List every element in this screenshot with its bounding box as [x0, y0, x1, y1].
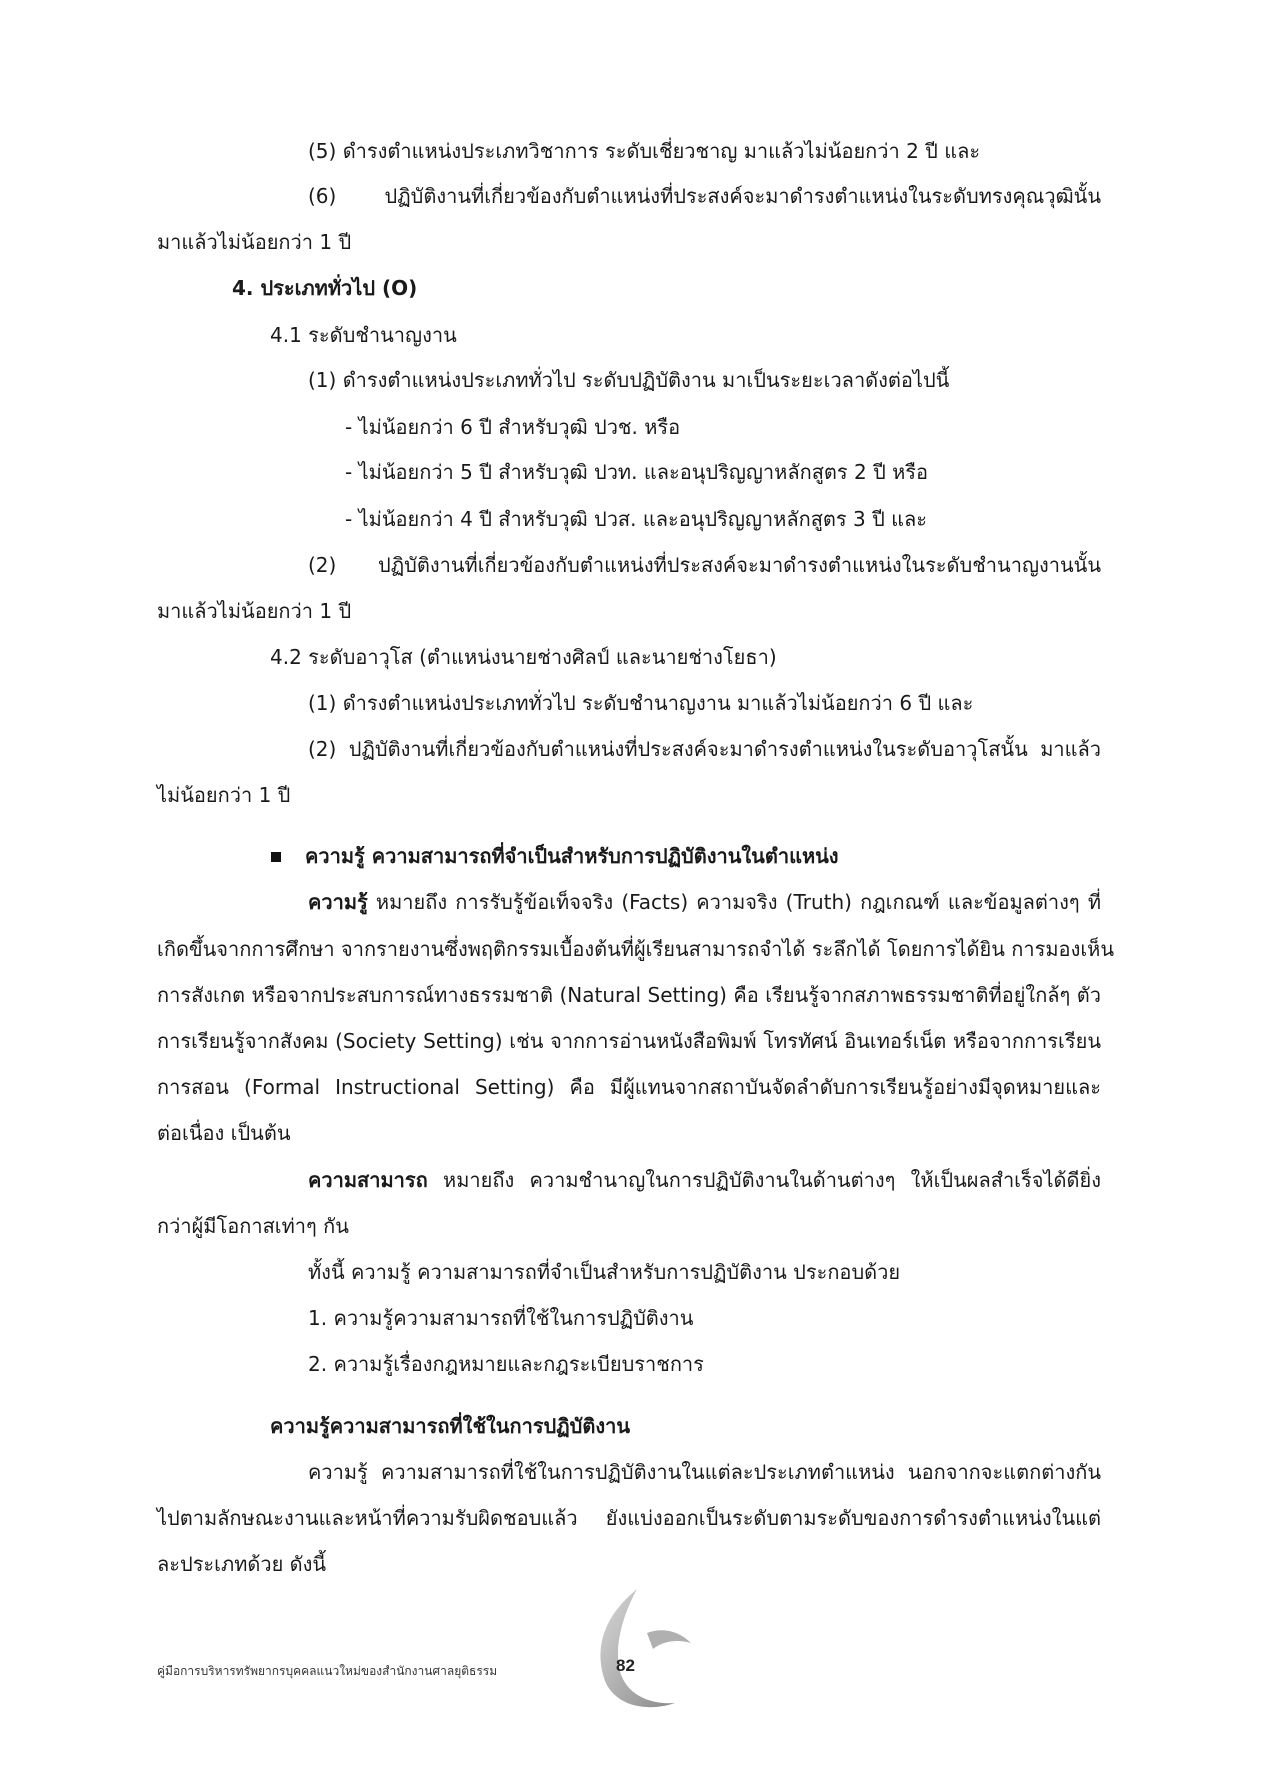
term-knowledge: ความรู้ — [308, 890, 368, 914]
text-line: (6) ปฏิบัติงานที่เกี่ยวข้องกับตำแหน่งที่ประสงค์จะมาดำรงตำแหน่งในระดับทรงคุณวุฒินั้น — [308, 184, 1101, 208]
text-line: เกิดขึ้นจากการศึกษา จากรายงานซึ่งพฤติกรรมเบื้องต้นที่ผู้เรียนสามารถจำได้ ระลึกได้ โดยการได้ยิน การมองเห็น — [157, 937, 1115, 961]
term-ability: ความสามารถ — [308, 1168, 428, 1192]
text-line: ทั้งนี้ ความรู้ ความสามารถที่จำเป็นสำหรับการปฏิบัติงาน ประกอบด้วย — [308, 1260, 901, 1284]
logo-swoosh-icon — [575, 1585, 695, 1715]
page-number: 82 — [616, 1656, 635, 1675]
text-line: ความรู้ ความสามารถที่ใช้ในการปฏิบัติงานในแต่ละประเภทตำแหน่ง นอกจากจะแตกต่างกัน — [308, 1460, 1101, 1484]
text-line: (2) ปฏิบัติงานที่เกี่ยวข้องกับตำแหน่งที่ประสงค์จะมาดำรงตำแหน่งในระดับอาวุโสนั้น มาแล้ว — [308, 737, 1101, 761]
subsection-heading: 4.1 ระดับชำนาญงาน — [270, 323, 457, 347]
subsection-heading: 4.2 ระดับอาวุโส (ตำแหน่งนายช่างศิลป์ และนายช่างโยธา) — [270, 645, 777, 669]
text-line: ไปตามลักษณะงานและหน้าที่ความรับผิดชอบแล้ว ยังแบ่งออกเป็นระดับตามระดับของการดำรงตำแหน่งในแต่ — [157, 1506, 1101, 1530]
definition-text: หมายถึง ความชำนาญในการปฏิบัติงานในด้านต่างๆ ให้เป็นผลสำเร็จได้ดียิ่ง — [427, 1168, 1101, 1192]
list-item: - ไม่น้อยกว่า 6 ปี สำหรับวุฒิ ปวช. หรือ — [345, 415, 681, 439]
section-heading: 4. ประเภททั่วไป (O) — [232, 276, 418, 300]
text-line: (1) ดำรงตำแหน่งประเภททั่วไป ระดับชำนาญงาน มาแล้วไม่น้อยกว่า 6 ปี และ — [308, 691, 974, 715]
text-line: การสังเกต หรือจากประสบการณ์ทางธรรมชาติ (Natural Setting) คือ เรียนรู้จากสภาพธรรมชาติที่อยู่ใกล้ๆ ตัว — [157, 983, 1101, 1007]
text-line: การสอน (Formal Instructional Setting) คือ มีผู้แทนจากสถาบันจัดลำดับการเรียนรู้อย่างมีจุดหมายและ — [157, 1075, 1101, 1099]
list-item: - ไม่น้อยกว่า 4 ปี สำหรับวุฒิ ปวส. และอนุปริญญาหลักสูตร 3 ปี และ — [345, 507, 928, 531]
text-line: กว่าผู้มีโอกาสเท่าๆ กัน — [157, 1214, 349, 1238]
text-line: (1) ดำรงตำแหน่งประเภททั่วไป ระดับปฏิบัติงาน มาเป็นระยะเวลาดังต่อไปนี้ — [308, 368, 950, 392]
text-line: (2) ปฏิบัติงานที่เกี่ยวข้องกับตำแหน่งที่ประสงค์จะมาดำรงตำแหน่งในระดับชำนาญงานนั้น — [308, 553, 1101, 577]
list-item: - ไม่น้อยกว่า 5 ปี สำหรับวุฒิ ปวท. และอนุปริญญาหลักสูตร 2 ปี หรือ — [345, 460, 929, 484]
text-line: ไม่น้อยกว่า 1 ปี — [157, 783, 291, 807]
section-heading: ความรู้ความสามารถที่ใช้ในการปฏิบัติงาน — [270, 1414, 631, 1438]
square-bullet-icon — [271, 852, 281, 862]
footer-title: คู่มือการบริหารทรัพยากรบุคคลแนวใหม่ของสำนักงานศาลยุติธรรม — [157, 1664, 498, 1678]
text-line: การเรียนรู้จากสังคม (Society Setting) เช่น จากการอ่านหนังสือพิมพ์ โทรทัศน์ อินเทอร์เน็ต หรือจากการเรียน — [157, 1029, 1101, 1053]
text-line: มาแล้วไม่น้อยกว่า 1 ปี — [157, 599, 352, 623]
list-item: 1. ความรู้ความสามารถที่ใช้ในการปฏิบัติงาน — [308, 1306, 694, 1330]
text-line: มาแล้วไม่น้อยกว่า 1 ปี — [157, 230, 352, 254]
text-line: ต่อเนื่อง เป็นต้น — [157, 1121, 291, 1145]
list-item: 2. ความรู้เรื่องกฎหมายและกฎระเบียบราชการ — [308, 1352, 704, 1376]
section-heading: ความรู้ ความสามารถที่จำเป็นสำหรับการปฏิบัติงานในตำแหน่ง — [305, 844, 839, 868]
text-line: ละประเภทด้วย ดังนี้ — [157, 1552, 327, 1576]
paragraph-line — [308, 889, 1101, 915]
definition-text: หมายถึง การรับรู้ข้อเท็จจริง (Facts) ความจริง (Truth) กฎเกณฑ์ และข้อมูลต่างๆ ที่ — [367, 890, 1101, 914]
paragraph-line — [308, 1167, 1101, 1193]
text-line: (5) ดำรงตำแหน่งประเภทวิชาการ ระดับเชี่ยวชาญ มาแล้วไม่น้อยกว่า 2 ปี และ — [308, 139, 981, 163]
